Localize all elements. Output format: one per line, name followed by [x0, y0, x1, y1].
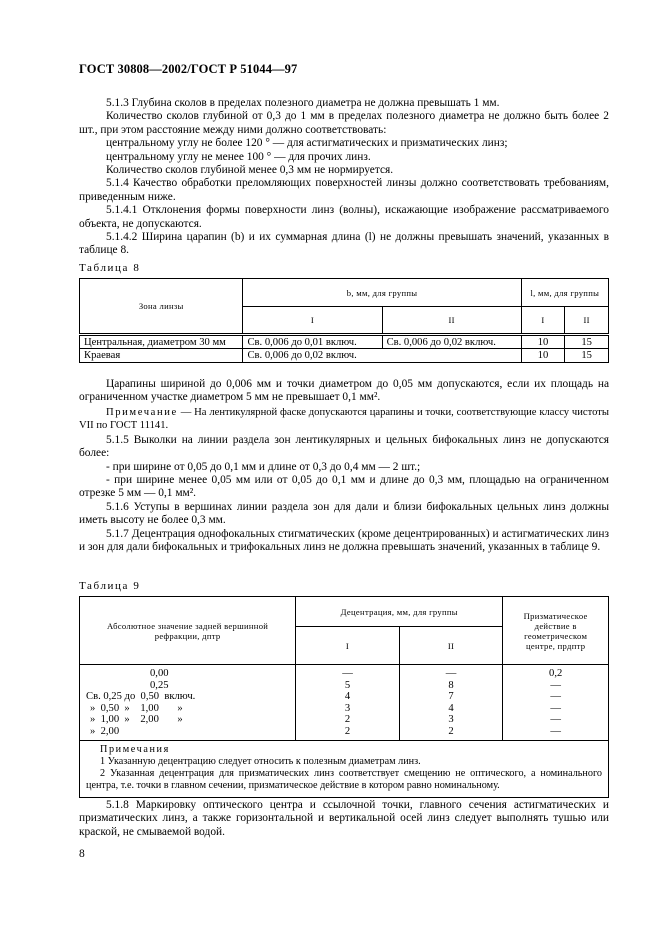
page-number: 8	[79, 848, 85, 860]
table-header: Призматическое действие в геометрическом центре, прдптр	[503, 597, 609, 665]
table-cell: 10	[521, 349, 565, 363]
paragraph: 5.1.6 Уступы в вершинах линии раздела зон для дали и близи бифокальных цельных линз должны иметь высоту не более 0,3 мм.	[79, 500, 609, 527]
section-after-table-8	[79, 378, 609, 554]
table-8	[79, 278, 609, 363]
table-row	[80, 335, 609, 349]
table-header: I	[521, 307, 565, 335]
table-header: I	[296, 627, 400, 665]
table-cell: 3	[448, 714, 454, 726]
paragraph: центральному углу не менее 100 ° — для прочих линз.	[106, 150, 371, 163]
section-5-1-3	[79, 97, 609, 258]
paragraph: 5.1.4 Качество обработки преломляющих поверхностей линзы должно соответствовать требованиям, приведенным ниже.	[79, 177, 609, 203]
group-1-column	[296, 665, 400, 741]
table-cell: » 2,00	[90, 725, 120, 737]
table-cell: —	[445, 668, 457, 679]
table-cell: Св. 0,006 до 0,02 включ.	[382, 335, 521, 349]
paragraph: центральному углу не более 120 ° — для астигматических и призматических линз;	[106, 137, 508, 150]
table-cell: 4	[448, 702, 454, 714]
table-cell: Центральная, диаметром 30 мм	[80, 335, 243, 349]
paragraph: - при ширине менее 0,05 мм или от 0,05 до 0,1 мм и длине до 0,3 мм, площадью на ограниченном отрезке 5 мм — 0,1 мм².	[79, 474, 609, 500]
group-2-column	[399, 665, 503, 741]
table-cell: 15	[565, 335, 609, 349]
paragraph: Количество сколов глубиной менее 0,3 мм не нормируется.	[106, 164, 394, 177]
table-cell: 10	[521, 335, 565, 349]
table-cell: —	[550, 679, 561, 691]
paragraph: 5.1.4.1 Отклонения формы поверхности линз (волны), искажающие изображение рассматриваемого объекта, не допускаются.	[79, 204, 609, 230]
table-cell: 0,2	[549, 668, 563, 679]
table-row	[80, 349, 609, 363]
table-cell: Св. 0,25 до 0,50 включ.	[86, 691, 196, 703]
table-9	[79, 596, 609, 798]
table-header: II	[399, 627, 503, 665]
table-cell: 15	[565, 349, 609, 363]
table-cell: 2	[344, 725, 351, 737]
table-header: Зона линзы	[80, 279, 243, 335]
section-5-1-8	[79, 799, 609, 839]
table-cell: 2	[448, 725, 454, 737]
table-cell: » 1,00 » 2,00 »	[90, 714, 183, 726]
table-cell: —	[550, 702, 561, 714]
table-cell: —	[550, 691, 561, 703]
table-notes-row	[80, 740, 609, 798]
paragraph: Царапины шириной до 0,006 мм и точки диаметром до 0,05 мм допускаются, если их площадь на ограниченном участке диаметром 5 мм не превышает 0,1 мм².	[79, 378, 609, 404]
table-header: II	[382, 307, 521, 335]
table-header: b, мм, для группы	[243, 279, 521, 307]
table-9-caption: Таблица 9	[79, 580, 141, 592]
table-header: I	[243, 307, 382, 335]
table-cell: 0,25	[150, 679, 169, 691]
paragraph: 5.1.8 Маркировку оптического центра и ссылочной точки, главного сечения астигматических и призматических линз, а также горизонтальной и вертикальной осей линз следует выполнять тушью или краской, не смываемой водой.	[79, 799, 609, 838]
table-header: Децентрация, мм, для группы	[296, 597, 503, 627]
table-cell: 0,00	[150, 668, 169, 679]
notes-label: Примечания	[100, 743, 170, 755]
paragraph: 5.1.5 Выколки на линии раздела зон лентикулярных и цельных бифокальных линз не допускаются более:	[79, 433, 609, 460]
document-header: ГОСТ 30808—2002/ГОСТ Р 51044—97	[79, 62, 298, 76]
note: 2 Указанная децентрация для призматических линз соответствует смещению не оптического, а номинального центра, т.е. точки в главном сечении, призматическое действие в котором равно номинальному.	[86, 767, 602, 792]
table-cell: —	[550, 714, 561, 726]
paragraph: 5.1.3 Глубина сколов в пределах полезного диаметра не должна превышать 1 мм.	[106, 97, 500, 109]
prism-column	[503, 665, 609, 741]
table-cell: Св. 0,006 до 0,01 включ.	[243, 335, 382, 349]
refraction-column	[80, 665, 296, 741]
table-cell: Краевая	[80, 349, 243, 363]
note-text: — На лентикулярной фаске допускаются царапины и точки, соответствующие классу чистоты VII по ГОСТ 11141.	[79, 406, 609, 431]
table-cell: 7	[448, 691, 454, 703]
table-header: l, мм, для группы	[521, 279, 608, 307]
note	[79, 406, 609, 432]
table-notes	[80, 740, 609, 798]
paragraph: - при ширине от 0,05 до 0,1 мм и длине от 0,3 до 0,4 мм — 2 шт.;	[106, 460, 421, 473]
paragraph: 5.1.7 Децентрация однофокальных стигматических (кроме децентрированных) и астигматических линз и зон для дали бифокальных и трифокальных линз не должна превышать значений, указанных в таблице 9.	[79, 527, 609, 554]
table-cell: 2	[344, 714, 351, 726]
table-cell: 5	[344, 679, 351, 691]
table-cell: —	[342, 668, 353, 679]
table-cell: —	[550, 725, 561, 737]
table-cell: 4	[344, 691, 351, 703]
note-label: Примечание	[106, 406, 178, 418]
table-header: Абсолютное значение задней вершинной рефракции, дптр	[80, 597, 296, 665]
table-cell: » 0,50 » 1,00 »	[90, 702, 183, 714]
note: 1 Указанную децентрацию следует относить к полезным диаметрам линз.	[100, 755, 421, 767]
table-row	[80, 665, 609, 741]
table-8-caption: Таблица 8	[79, 262, 141, 274]
table-header: II	[565, 307, 609, 335]
paragraph: 5.1.4.2 Ширина царапин (b) и их суммарная длина (l) не должны превышать значений, указанных в таблице 8.	[79, 231, 609, 257]
table-cell: 3	[344, 702, 351, 714]
paragraph: Количество сколов глубиной от 0,3 до 1 мм в пределах полезного диаметра не должно быть более 2 шт., при этом расстояние между ними должно соответствовать:	[79, 110, 609, 136]
table-cell: 8	[448, 679, 454, 691]
table-cell: Св. 0,006 до 0,02 включ.	[243, 349, 521, 363]
